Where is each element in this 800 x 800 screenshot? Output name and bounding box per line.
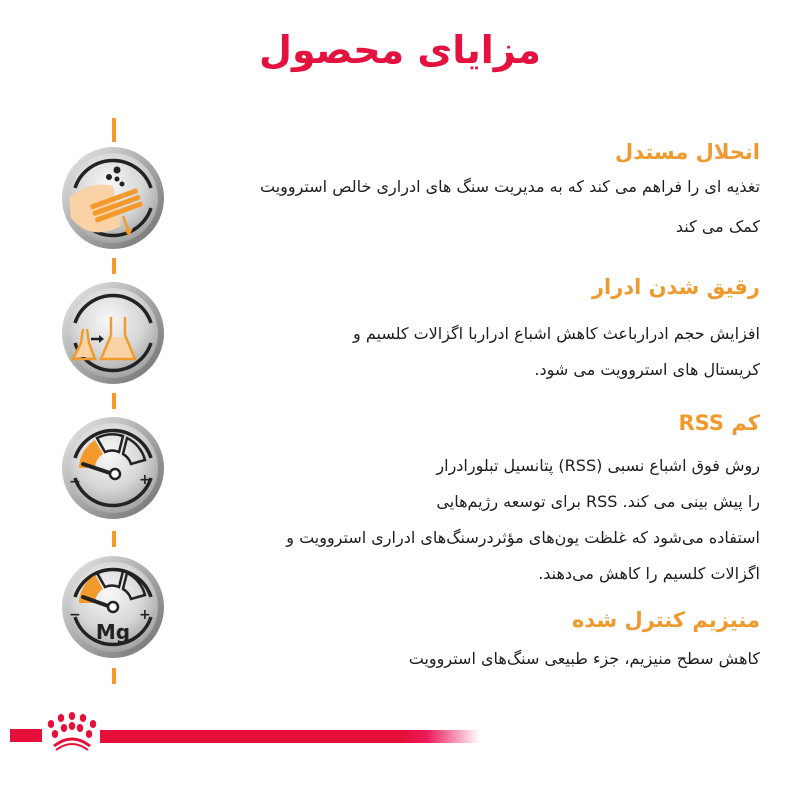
svg-text:−: − <box>69 607 81 623</box>
connector-line <box>112 118 116 142</box>
feature-urine-dilution <box>353 272 760 388</box>
svg-text:+: + <box>139 607 151 623</box>
connector-line <box>112 393 116 409</box>
crystal-dissolve-icon <box>61 146 165 250</box>
svg-text:−: − <box>69 474 81 490</box>
connector-line <box>112 531 116 547</box>
connector-line <box>112 258 116 274</box>
mg-label: Mg <box>95 620 131 644</box>
feature-controlled-magnesium <box>409 605 760 677</box>
feature-heading: کم RSS <box>678 411 760 435</box>
feature-text: کریستال های استروویت می شود. <box>534 360 760 379</box>
feature-dissolution <box>260 137 760 245</box>
feature-heading: منیزیم کنترل شده <box>571 608 760 632</box>
brand-bar-left <box>10 729 42 742</box>
feature-text: روش فوق اشباع نسبی (RSS) پتانسیل تبلورادرار <box>436 456 760 475</box>
low-rss-gauge-icon <box>61 416 165 520</box>
magnesium-gauge-icon <box>61 555 165 659</box>
feature-text: کاهش سطح منیزیم، جزء طبیعی سنگ‌های استروویت <box>408 649 760 668</box>
svg-text:+: + <box>139 472 151 488</box>
brand-bar-right <box>100 730 480 743</box>
feature-low-rss <box>286 408 760 592</box>
feature-heading: انحلال مستدل <box>615 140 760 164</box>
feature-text: تغذیه ای را فراهم می کند که به مدیریت سنگ های ادراری خالص استروویت <box>259 177 760 196</box>
feature-text: افزایش حجم ادرارباعث کاهش اشباع ادراربا اگزالات کلسیم و <box>353 324 760 343</box>
urine-dilution-flask-icon <box>61 281 165 385</box>
connector-line <box>112 668 116 684</box>
feature-text: استفاده می‌شود که غلظت یون‌های مؤثردرسنگ‌های ادراری استروویت و <box>286 528 760 547</box>
feature-heading: رقیق شدن ادرار <box>591 275 760 299</box>
feature-text: اگزالات کلسیم را کاهش می‌دهند. <box>538 564 760 583</box>
feature-text: کمک می کند <box>675 217 760 236</box>
royal-canin-crown-logo <box>46 712 98 756</box>
feature-text: را پیش بینی می کند. RSS برای توسعه رژیم‌هایی <box>436 492 760 511</box>
page-title: مزایای محصول <box>259 28 541 72</box>
